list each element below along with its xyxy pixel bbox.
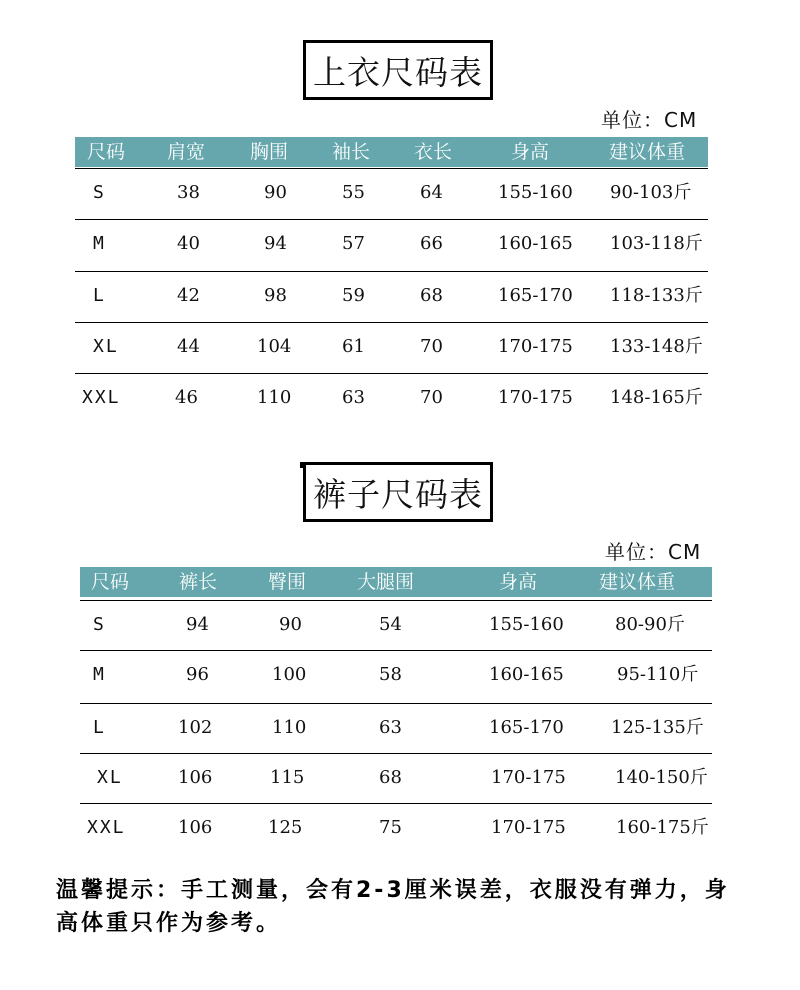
tops-cell: 133-148斤 <box>610 336 703 357</box>
tops-cell: 44 <box>177 336 200 357</box>
pants-row <box>80 753 712 788</box>
pants-cell-size: L <box>93 717 106 738</box>
tops-cell: 98 <box>264 285 287 306</box>
pants-cell: 106 <box>178 817 213 838</box>
pants-cell: 155-160 <box>489 614 564 635</box>
tops-header-height: 身高 <box>511 141 550 163</box>
pants-header-hip: 臀围 <box>268 571 307 593</box>
pants-cell: 140-150斤 <box>615 767 708 788</box>
tops-cell: 148-165斤 <box>610 387 703 408</box>
tops-cell: 55 <box>342 182 365 203</box>
tops-header-length: 衣长 <box>414 141 453 163</box>
pants-row <box>80 650 712 685</box>
pants-cell: 160-175斤 <box>616 817 709 838</box>
tops-cell-size: XL <box>93 336 119 357</box>
pants-cell: 125 <box>268 817 303 838</box>
pants-cell-size: S <box>93 614 106 635</box>
tops-cell: 155-160 <box>498 182 573 203</box>
pants-cell: 80-90斤 <box>615 614 685 635</box>
pants-row <box>80 803 712 838</box>
tops-cell: 160-165 <box>498 233 573 254</box>
tops-cell-size: XXL <box>82 387 121 408</box>
tops-row <box>75 322 708 357</box>
tops-cell: 70 <box>420 387 443 408</box>
tops-cell: 118-133斤 <box>610 285 703 306</box>
tops-cell: 103-118斤 <box>610 233 703 254</box>
pants-header-length: 裤长 <box>179 571 218 593</box>
tops-header-chest: 胸围 <box>250 141 289 163</box>
pants-cell: 106 <box>178 767 213 788</box>
tops-cell-size: S <box>93 182 106 203</box>
pants-cell: 170-175 <box>491 817 566 838</box>
pants-cell: 110 <box>272 717 307 738</box>
pants-cell: 160-165 <box>489 664 564 685</box>
pants-cell: 100 <box>272 664 307 685</box>
tops-cell: 90-103斤 <box>610 182 692 203</box>
tops-cell: 94 <box>264 233 287 254</box>
pants-cell: 95-110斤 <box>617 664 699 685</box>
pants-row <box>80 703 712 738</box>
tops-cell: 104 <box>257 336 292 357</box>
tops-cell-size: M <box>93 233 106 254</box>
tops-header-row <box>75 137 708 167</box>
tops-cell: 70 <box>420 336 443 357</box>
tops-cell: 38 <box>177 182 200 203</box>
pants-cell: 96 <box>186 664 209 685</box>
pants-cell: 125-135斤 <box>611 717 704 738</box>
tops-cell: 170-175 <box>498 387 573 408</box>
pants-header-row <box>80 567 712 597</box>
tops-header-size: 尺码 <box>87 141 126 163</box>
pants-row <box>80 600 712 635</box>
pants-cell: 58 <box>379 664 402 685</box>
tops-cell: 57 <box>342 233 365 254</box>
pants-cell: 75 <box>379 817 402 838</box>
tops-cell: 61 <box>342 336 365 357</box>
tops-cell: 165-170 <box>498 285 573 306</box>
pants-header-thigh: 大腿围 <box>357 571 415 593</box>
tops-cell: 42 <box>177 285 200 306</box>
pants-header-size: 尺码 <box>91 571 130 593</box>
tops-cell: 90 <box>264 182 287 203</box>
pants-cell-size: M <box>93 664 106 685</box>
tops-cell: 64 <box>420 182 443 203</box>
tops-header-weight: 建议体重 <box>609 141 686 163</box>
pants-cell: 170-175 <box>491 767 566 788</box>
tops-cell: 170-175 <box>498 336 573 357</box>
pants-cell: 102 <box>178 717 213 738</box>
tops-row <box>75 373 708 408</box>
measurement-tip: 温馨提示：手工测量，会有2-3厘米误差，衣服没有弹力，身高体重只作为参考。 <box>56 878 730 936</box>
tops-row <box>75 168 708 203</box>
tops-cell: 66 <box>420 233 443 254</box>
pants-cell-size: XL <box>97 767 123 788</box>
tops-cell: 68 <box>420 285 443 306</box>
tops-row <box>75 219 708 254</box>
tops-cell: 63 <box>342 387 365 408</box>
pants-cell: 68 <box>379 767 402 788</box>
pants-cell: 54 <box>379 614 402 635</box>
pants-header-weight: 建议体重 <box>599 571 676 593</box>
tops-row <box>75 271 708 306</box>
pants-cell: 115 <box>270 767 305 788</box>
tops-header-sleeve: 袖长 <box>332 141 371 163</box>
pants-cell-size: XXL <box>87 817 126 838</box>
tops-cell: 110 <box>257 387 292 408</box>
pants-cell: 165-170 <box>489 717 564 738</box>
tops-cell: 46 <box>175 387 198 408</box>
pants-unit-label: 单位：CM <box>605 540 702 564</box>
tops-chart-title: 上衣尺码表 <box>303 40 493 100</box>
pants-cell: 63 <box>379 717 402 738</box>
pants-header-height: 身高 <box>499 571 538 593</box>
tops-header-shoulder: 肩宽 <box>167 141 206 163</box>
pants-cell: 90 <box>279 614 302 635</box>
pants-chart-title: 裤子尺码表 <box>303 462 493 522</box>
tops-cell: 40 <box>177 233 200 254</box>
tops-cell-size: L <box>93 285 106 306</box>
pants-cell: 94 <box>186 614 209 635</box>
tops-cell: 59 <box>342 285 365 306</box>
tops-unit-label: 单位：CM <box>601 108 698 132</box>
